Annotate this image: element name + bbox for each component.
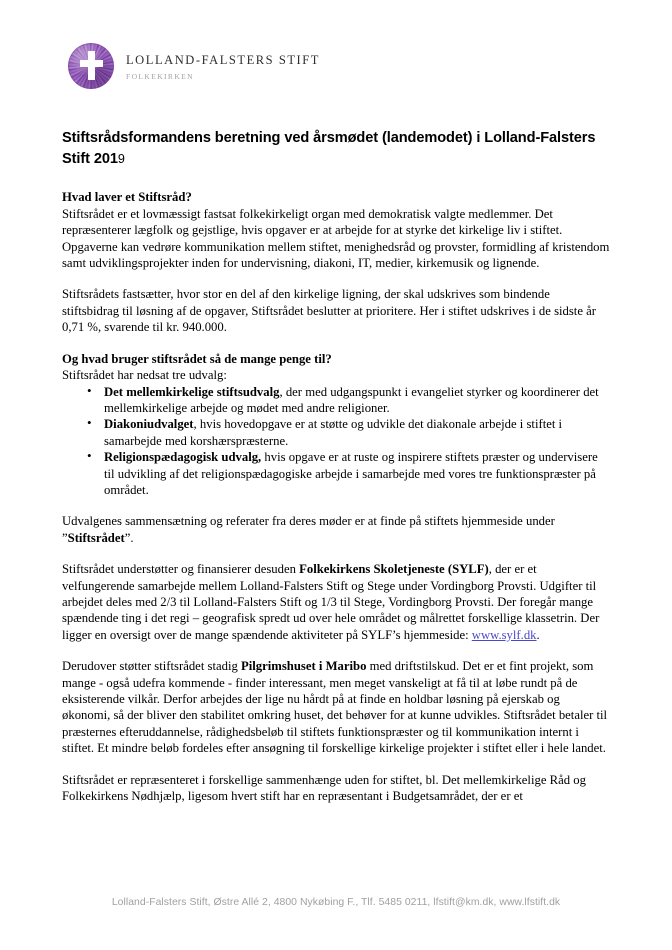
- committee-list: [62, 384, 610, 499]
- paragraph-what-is-stiftsraad: Stiftsrådet er et lovmæssigt fastsat folkekirkeligt organ med demokratisk valgte medlemmer. Det repræsenterer lægfolk og gejstlige, hvis opgaver er at arbejde for at styrke det kirkelige liv i stiftet. Opgaverne kan vedrøre kommunikation mellem stiftet, menighedsråd og provster, formidling af kristendom samt udviklingsprojekter inden for undervisning, diakoni, IT, medier, kirkemusik og lignende.: [62, 206, 610, 271]
- section-heading-2: Og hvad bruger stiftsrådet så de mange penge til?: [62, 351, 332, 366]
- organization-wordmark: [126, 51, 320, 80]
- paragraph-text-part: ”.: [124, 530, 134, 545]
- list-item-title: Religionspædagogisk udvalg,: [104, 450, 262, 465]
- paragraph-stiftsbidrag: Stiftsrådets fastsætter, hvor stor en del af den kirkelige ligning, der skal udskrives som bindende stiftsbidrag til løsning af de opgaver, Stiftsrådet beslutter at prioritere. Her i stiftet udskrives i de sidste år 0,71 %, svarende til kr. 940.000.: [62, 287, 596, 335]
- list-item-text: , hvis hovedopgave er at støtte og udvikle det diakonale arbejde i stiftet i samarbejde med korshærspræsterne.: [104, 417, 563, 448]
- paragraph-text-part: Derudover støtter stiftsrådet stadig: [62, 659, 241, 674]
- list-item: [104, 416, 610, 449]
- organization-subtitle: FOLKEKIRKEN: [126, 71, 195, 81]
- inline-emphasis: Stiftsrådet: [67, 530, 125, 545]
- list-item: [104, 384, 610, 417]
- section-heading-1: Hvad laver et Stiftsråd?: [62, 190, 192, 205]
- list-item-text: hvis opgave er at ruste og inspirere stiftets præster og undervisere til udvikling af det religionspædagogiske arbejde i samarbejde med vores tre funktionspræster på området.: [104, 450, 598, 497]
- paragraph-text-part: med driftstilskud. Det er et fint projekt, som mange - også udefra kommende - finder interessant, men meget vanskeligt at få til at løbe rundt på de eksisterende vilkår. Derfor arbejdes der lige nu hårdt på at finde en holdbar løsning på ejerskab og økonomi, så der bliver den stabilitet omkring huset, det behøver for at kunne udvikles. Stiftsrådet betaler til præsternes efteruddannelse, rådighedsbeløb til stiftets funktionspræster og til kommunikation internt i stiftet. Et mindre beløb fordeles efter ansøgning til forskellige kirkelige projekter i stiftet eller i hele landet.: [62, 659, 608, 756]
- sylf-website-link[interactable]: www.sylf.dk: [471, 627, 537, 642]
- list-item-title: Diakoniudvalget: [104, 417, 194, 432]
- document-body: [62, 128, 610, 804]
- paragraph-sylf: [62, 561, 610, 643]
- paragraph-pilgrimshuset: [62, 658, 610, 756]
- paragraph-text-part: Udvalgenes sammensætning og referater fra deres møder er at finde på stiftets hjemmeside under ”: [62, 514, 555, 545]
- paragraph-tre-udvalg: Stiftsrådet har nedsat tre udvalg:: [62, 368, 227, 383]
- inline-emphasis: Pilgrimshuset i Maribo: [241, 659, 367, 674]
- list-item-text: , der med udgangspunkt i evangeliet styrker og koordinerer det mellemkirkelige arbejde og mødet med andre religioner.: [104, 384, 599, 415]
- organization-name: LOLLAND-FALSTERS STIFT: [126, 53, 320, 68]
- paragraph-text-part: .: [536, 627, 540, 642]
- list-item-title: Det mellemkirkelige stiftsudvalg: [104, 384, 280, 399]
- page-title: [62, 128, 610, 169]
- cross-in-circle-icon: [68, 43, 114, 89]
- page-title-year: 9: [117, 151, 125, 166]
- letterhead: [68, 43, 320, 89]
- paragraph-repraesentation: Stiftsrådet er repræsenteret i forskellige sammenhænge uden for stiftet, bl. Det mellemkirkelige Råd og Folkekirkens Nødhjælp, ligesom hvert stift har en repræsentant i Budgetsamrådet, der er et: [62, 772, 586, 804]
- paragraph-udvalgene: [62, 513, 610, 546]
- paragraph-text-part: , der er et velfungerende samarbejde mellem Lolland-Falsters Stift og Stege under Vordingborg Provsti. Udgifter til arbejdet deles med 2/3 til Lolland-Falsters Stift og 1/3 til Stege, Vordingborg Provsti. Der foregår mange spændende ting i det regi – geografisk spredt ud over hele området og målrettet forskellige klassetrin. Der ligger en oversigt over de mange spændende aktiviteter på SYLF’s hjemmeside:: [62, 562, 600, 642]
- page-footer: Lolland-Falsters Stift, Østre Allé 2, 4800 Nykøbing F., Tlf. 5485 0211, lfstift@km.dk, www.lfstift.dk: [111, 897, 561, 908]
- list-item: [104, 449, 610, 498]
- inline-emphasis: Folkekirkens Skoletjeneste (SYLF): [299, 562, 489, 577]
- paragraph-text-part: Stiftsrådet understøtter og finansierer desuden: [62, 562, 300, 577]
- page-title-main: Stiftsrådsformandens beretning ved årsmødet (landemodet) i Lolland-Falsters Stift 201: [62, 130, 596, 167]
